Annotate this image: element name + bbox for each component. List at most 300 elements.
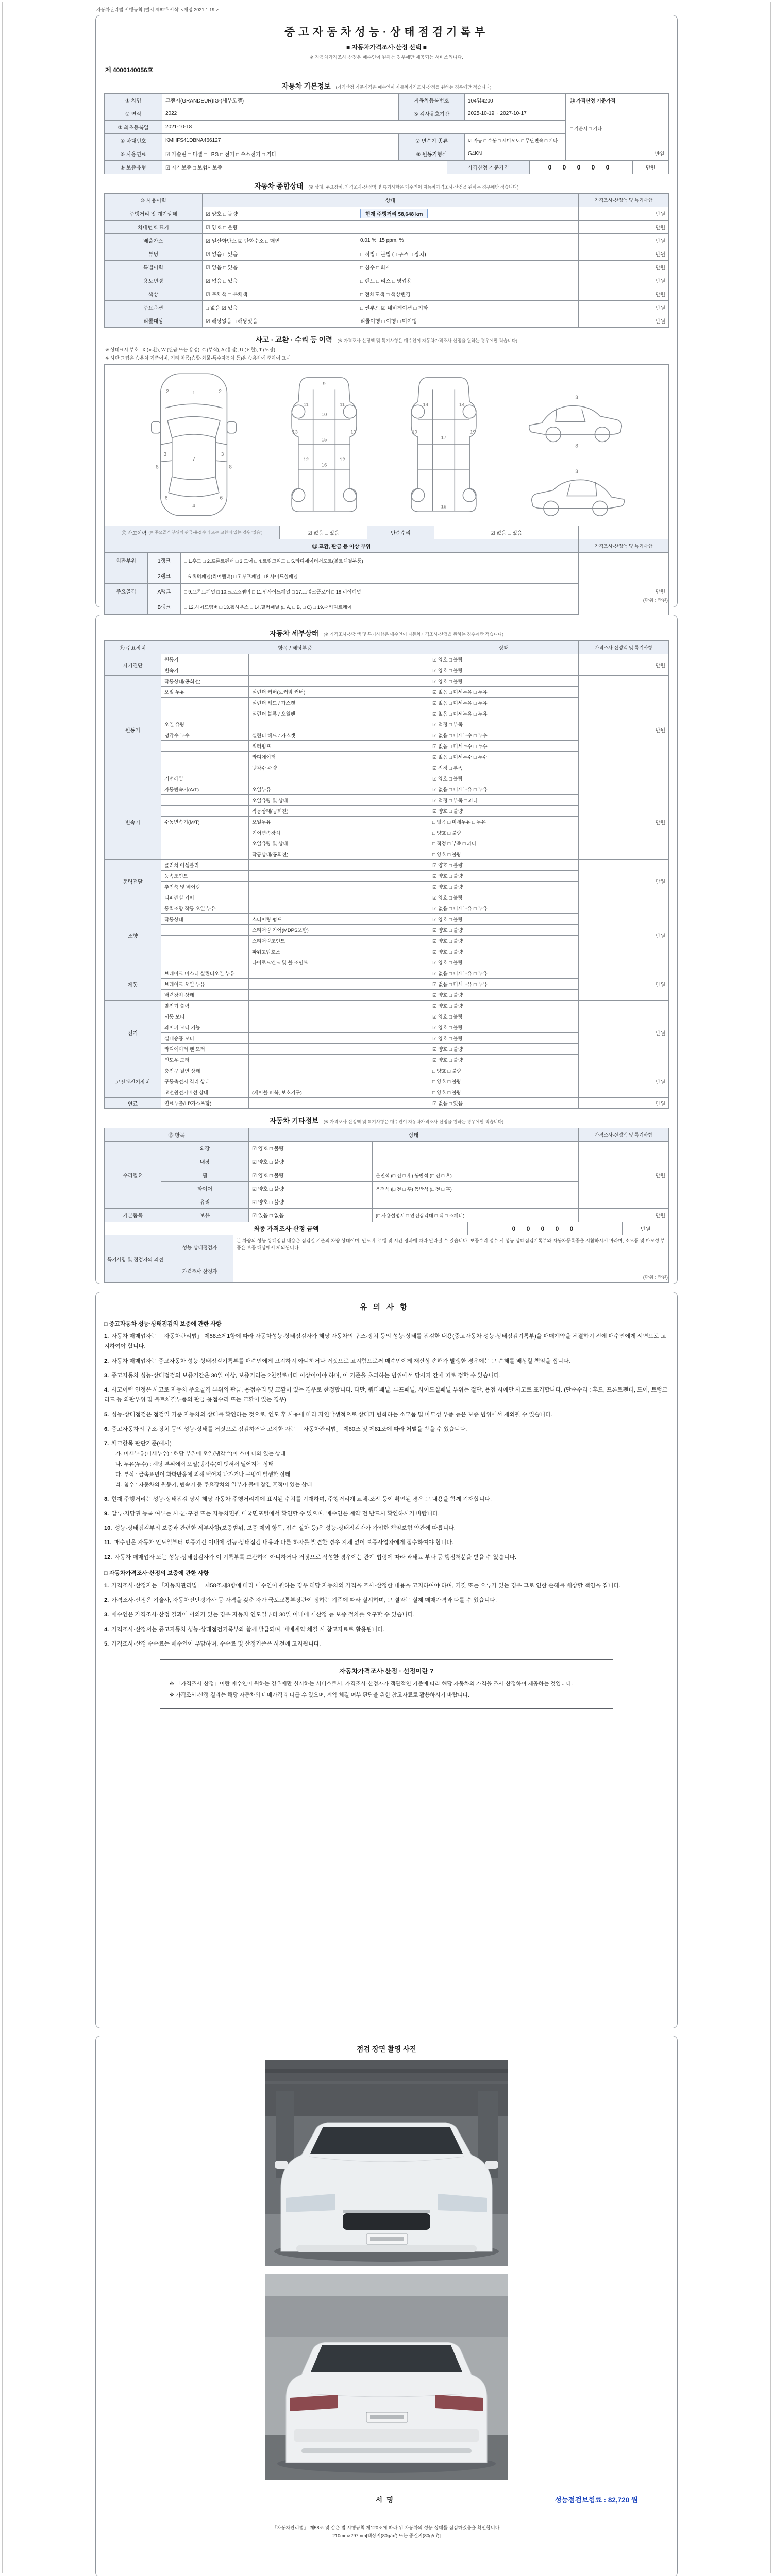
price-survey-info-box xyxy=(160,1659,613,1709)
row-price-field: 만원 xyxy=(579,247,669,261)
detail-row-checkboxes[interactable]: ☑ 적정 □ 부족 □ 과다 xyxy=(429,795,579,806)
detail-row-checkboxes[interactable]: □ 없음 □ 미세누유 □ 누유 xyxy=(429,817,579,827)
detail-row-item: 오일 누유 xyxy=(161,687,249,698)
row-price-field: 만원 xyxy=(579,287,669,301)
comprehensive-row xyxy=(105,287,669,301)
notice-paragraph-text: 체크항목 판단기준(예시) xyxy=(111,1440,172,1447)
misc-row-extra-checkboxes[interactable] xyxy=(373,1195,579,1209)
detail-row-subitem: 냉각수 수량 xyxy=(249,762,429,773)
detail-group-label: 자기진단 xyxy=(105,654,161,676)
simple-repair-checkboxes[interactable]: ☑ 없음 □ 있음 xyxy=(434,526,579,539)
detail-row-subitem xyxy=(249,968,429,979)
detail-row-subitem xyxy=(249,979,429,990)
simple-repair-label: 단순수리 xyxy=(367,526,434,539)
detail-row xyxy=(161,795,579,806)
detail-row-checkboxes[interactable]: ☑ 없음 □ 미세누수 □ 누수 xyxy=(429,730,579,741)
notice-paragraph-number: 5. xyxy=(104,1411,109,1418)
detail-row-subitem: 실린더 블록 / 오일팬 xyxy=(249,708,429,719)
detail-row-item: 충전구 절연 상태 xyxy=(161,1065,249,1076)
notice-paragraph-text: 중고자동차 성능·상태점검의 보증기간은 30일 이상, 보증거리는 2천킬로미터 이상이어야 하며, 이 기준을 초과하는 범위에서 당사자 간에 따로 정할 수 있습니다. xyxy=(111,1372,501,1379)
detail-row-item xyxy=(161,849,249,860)
detail-row xyxy=(161,676,579,687)
price-survey-info-line: ※ 가격조사·산정 결과는 해당 자동차의 매매가격과 다를 수 있으며, 계약 체결 여부 판단을 위한 참고자료로 활용하시기 바랍니다. xyxy=(170,1691,470,1698)
row-state-checkboxes[interactable]: ☑ 양호 □ 불량 xyxy=(203,221,357,234)
row-extra[interactable] xyxy=(357,247,579,261)
notice-paragraph-number: 2. xyxy=(104,1358,109,1364)
comprehensive-title-text: 자동차 종합상태 xyxy=(254,182,304,190)
detail-group xyxy=(105,1065,669,1098)
notice-paragraph-number: 6. xyxy=(104,1426,109,1432)
row-state-checkboxes[interactable]: ☑ 없음 □ 있음 xyxy=(203,261,357,274)
detail-group-price-field: 만원 xyxy=(579,676,669,784)
row-state-checkboxes[interactable]: ☑ 무채색 □ 유채색 xyxy=(203,287,357,301)
misc-row xyxy=(161,1155,579,1168)
misc-row-item: 휠 xyxy=(161,1168,249,1182)
misc-row-checkboxes[interactable]: ☑ 있음 □ 없음 xyxy=(249,1209,373,1222)
detail-row-checkboxes[interactable]: ☑ 양호 □ 불량 xyxy=(429,871,579,882)
row-state-checkboxes[interactable]: ☑ 없음 □ 있음 xyxy=(203,274,357,287)
detail-group-price-field: 만원 xyxy=(579,1001,669,1065)
rank-item-checkboxes[interactable]: □ 9.프론트패널 □ 10.크로스멤버 □ 11.인사이드패널 □ 17.트렁크플로어 □ 18.리어패널 xyxy=(181,584,579,599)
base-price-box[interactable] xyxy=(566,94,669,161)
detail-row xyxy=(161,752,579,762)
notice-section1-title: □ 중고자동차 성능·상태점검의 보증에 관한 사항 xyxy=(104,1321,222,1327)
notice-paragraph-text: 자동차 매매업자는 중고자동차 성능·상태점검기록부를 매수인에게 고지하지 아니하거나 거짓으로 고지함으로써 매수인에게 재산상 손해가 발생한 경우에는 그 손해를 배상할 책임을 집니다. xyxy=(111,1358,570,1364)
detail-row-checkboxes[interactable]: ☑ 양호 □ 불량 xyxy=(429,1044,579,1055)
document-title: 중고자동차성능·상태점검기록부 xyxy=(284,26,489,38)
transmission-label: ⑦ 변속기 종류 xyxy=(399,134,465,147)
fuel-checkboxes[interactable]: ☑ 가솔린 □ 디젤 □ LPG □ 전기 □ 수소전기 □ 기타 xyxy=(162,147,399,161)
accident-history-checkboxes[interactable]: ☑ 없음 □ 있음 xyxy=(280,526,367,539)
svg-text:11: 11 xyxy=(339,401,345,408)
detail-row xyxy=(161,1098,579,1109)
detail-row xyxy=(161,784,579,795)
detail-row-checkboxes[interactable]: □ 양호 □ 불량 xyxy=(429,1087,579,1098)
detail-row xyxy=(161,773,579,784)
misc-col-item: ⑮ 항목 xyxy=(105,1128,249,1142)
detail-row-checkboxes[interactable]: ☑ 없음 □ 미세누수 □ 누수 xyxy=(429,752,579,762)
row-extra-text: □ 렌트 □ 리스 □ 영업용 xyxy=(360,279,412,284)
misc-group xyxy=(105,1209,669,1222)
notice-paragraph xyxy=(104,1625,669,1635)
exchange-price-header: 가격조사·산정액 및 특기사항 xyxy=(579,539,669,553)
svg-text:3: 3 xyxy=(221,451,224,457)
final-price-unit: 만원 xyxy=(623,1222,669,1235)
detail-row-checkboxes[interactable]: ☑ 양호 □ 불량 xyxy=(429,676,579,687)
misc-row xyxy=(161,1182,579,1195)
regno-label: 자동차등록번호 xyxy=(399,94,465,107)
notice-paragraph-text: 성능·상태점검부의 보증과 관련한 세부사항(보증범위, 보증 제외 항목, 접수 절차 등)은 성능·상태점검자가 가입한 책임보험 약관에 따릅니다. xyxy=(114,1525,456,1532)
detail-row-checkboxes[interactable]: ☑ 양호 □ 불량 xyxy=(429,1055,579,1065)
detail-row-item xyxy=(161,741,249,752)
notice-paragraph-text: 가격조사·산정서는 중고자동차 성능·상태점검기록부와 함께 발급되며, 매매계약 체결 시 참고자료로 활용됩니다. xyxy=(111,1626,384,1633)
detail-row-checkboxes[interactable]: ☑ 적정 □ 부족 xyxy=(429,762,579,773)
row-extra-text: □ 적법 □ 불법 (□ 구조 □ 장치) xyxy=(360,252,426,258)
row-state-checkboxes[interactable]: □ 없음 ☑ 있음 xyxy=(203,301,357,314)
row-extra[interactable] xyxy=(357,301,579,314)
base-price-box-title: ⑪ 가격산정 기준가격 xyxy=(570,98,616,104)
detail-row-checkboxes[interactable]: □ 적정 □ 부족 □ 과다 xyxy=(429,838,579,849)
row-price-field: 만원 xyxy=(579,261,669,274)
document-note: ※ 자동차가격조사·산정은 매수인이 원하는 경우에만 제공되는 서비스입니다. xyxy=(310,55,463,60)
notice-paragraph-text: 가격조사·산정자는 「자동차관리법」 제58조제3항에 따라 매수인이 원하는 경우 해당 자동차의 가격을 조사·산정한 내용을 고지하여야 하며, 거짓 또는 오류가 있는 경우 그로 인한 손해를 배상할 책임을 집니다. xyxy=(111,1582,621,1589)
detail-row xyxy=(161,698,579,708)
misc-col-state: 상태 xyxy=(249,1128,579,1142)
row-extra-text: 0.01 %, 15 ppm, % xyxy=(360,238,404,243)
row-price-field: 만원 xyxy=(579,234,669,247)
misc-row-checkboxes[interactable]: ☑ 양호 □ 불량 xyxy=(249,1155,373,1168)
opinion-label: 특기사항 및 점검자의 의견 xyxy=(105,1235,166,1283)
detail-row xyxy=(161,1022,579,1033)
row-extra[interactable] xyxy=(357,287,579,301)
svg-text:2: 2 xyxy=(165,388,169,395)
valid-label: ⑤ 검사유효기간 xyxy=(399,107,465,121)
detail-row-subitem xyxy=(249,892,429,903)
detail-row-subitem: 오일누유 xyxy=(249,784,429,795)
accident-row-spacer xyxy=(579,526,669,539)
detail-row-item: 커먼레일 xyxy=(161,773,249,784)
notice-paragraph-text: 사고이력 인정은 사고로 자동차 주요골격 부위의 판금, 용접수리 및 교환이 있는 경우로 한정합니다. 다만, 쿼터패널, 루프패널, 사이드실패널 부위는 절단, 용접 시에만 사고로 표기합니다. (단순수리 : 후드, 프론트펜더, 도어, 트렁크리드 등 외판부위 및 볼트체결부품의 판금·용접수리 또는 교환이 있는 경우) xyxy=(104,1387,668,1403)
row-state-checkboxes[interactable]: ☑ 일산화탄소 ☑ 탄화수소 □ 매연 xyxy=(203,234,357,247)
detail-row-checkboxes[interactable]: ☑ 양호 □ 불량 xyxy=(429,773,579,784)
misc-row-extra-checkboxes[interactable]: 운전석 (□ 전 □ 후) 동반석 (□ 전 □ 후) xyxy=(373,1182,579,1195)
firstreg-label: ③ 최초등록일 xyxy=(105,121,162,134)
warranty-checkboxes[interactable]: ☑ 자가보증 □ 보험사보증 xyxy=(162,161,447,174)
detail-row xyxy=(161,1065,579,1076)
row-state-checkboxes[interactable]: ☑ 없음 □ 있음 xyxy=(203,247,357,261)
misc-row-item: 보유 xyxy=(161,1209,249,1222)
misc-row-checkboxes[interactable]: ☑ 양호 □ 불량 xyxy=(249,1168,373,1182)
rank-row xyxy=(105,553,579,568)
detail-row-checkboxes[interactable]: ☑ 양호 □ 불량 xyxy=(429,654,579,665)
detail-row xyxy=(161,806,579,817)
detail-row xyxy=(161,925,579,936)
rank-label: A랭크 xyxy=(148,584,181,599)
detail-row-subitem xyxy=(249,719,429,730)
svg-text:17: 17 xyxy=(441,434,447,440)
row-extra[interactable] xyxy=(357,261,579,274)
comprehensive-table xyxy=(104,193,669,328)
comprehensive-col-group: ⑩ 사용이력 xyxy=(105,194,203,207)
base-price-box-options[interactable]: □ 기준서 □ 기타 xyxy=(570,126,602,131)
notice-paragraph-text: 압류·저당권 등록 여부는 시·군·구청 또는 자동차민원 대국민포털에서 확인할 수 있으며, 매수인은 계약 전 반드시 확인하시기 바랍니다. xyxy=(111,1510,440,1517)
misc-title-note: (※ 가격조사·산정액 및 특기사항은 매수인이 자동차가격조사·산정을 원하는 경우에만 적습니다) xyxy=(323,1119,504,1124)
detail-row-item xyxy=(161,795,249,806)
svg-text:13: 13 xyxy=(350,429,356,435)
detail-row xyxy=(161,654,579,665)
detail-row-item xyxy=(161,806,249,817)
insurance-fee-value: 82,720 원 xyxy=(608,2496,638,2504)
detail-row xyxy=(161,1033,579,1044)
document-number: 제 4000140056호 xyxy=(105,66,154,74)
detail-group xyxy=(105,903,669,968)
detail-row-item xyxy=(161,957,249,968)
detail-row xyxy=(161,903,579,914)
detail-row-subitem: 작동상태(공회전) xyxy=(249,849,429,860)
detail-row-checkboxes[interactable]: ☑ 양호 □ 불량 xyxy=(429,914,579,925)
detail-row-checkboxes[interactable]: ☑ 양호 □ 불량 xyxy=(429,990,579,1001)
svg-text:7: 7 xyxy=(192,456,195,462)
opinion-role-name: 가격조사·산정자 xyxy=(166,1259,233,1283)
detail-row-item: 구동축전지 격리 상태 xyxy=(161,1076,249,1087)
detail-row-checkboxes[interactable]: ☑ 없음 □ 미세누유 □ 누유 xyxy=(429,968,579,979)
detail-row-subitem xyxy=(249,871,429,882)
detail-row-subitem xyxy=(249,1011,429,1022)
row-extra[interactable] xyxy=(357,314,579,328)
detail-row-subitem xyxy=(249,773,429,784)
svg-text:14: 14 xyxy=(423,401,429,408)
detail-group-price-field: 만원 xyxy=(579,654,669,676)
row-state-checkboxes[interactable]: ☑ 해당없음 □ 해당있음 xyxy=(203,314,357,328)
detail-group xyxy=(105,654,669,676)
comprehensive-title xyxy=(104,180,669,191)
car-front-frame-diagram xyxy=(283,370,365,521)
basic-info-title xyxy=(104,80,669,91)
rank-item-checkboxes[interactable]: □ 6.쿼터패널(리어펜더) □ 7.루프패널 □ 8.사이드실패널 xyxy=(181,568,579,584)
detail-row-subitem xyxy=(249,903,429,914)
detail-row-checkboxes[interactable]: □ 양호 □ 불량 xyxy=(429,1065,579,1076)
misc-row-extra-checkboxes[interactable]: 운전석 (□ 전 □ 후) 동반석 (□ 전 □ 후) xyxy=(373,1168,579,1182)
detail-row-item: 추진축 및 베어링 xyxy=(161,882,249,892)
opinion-role-text[interactable] xyxy=(233,1259,669,1283)
detail-row xyxy=(161,741,579,752)
detail-row-item xyxy=(161,698,249,708)
misc-row-checkboxes[interactable]: ☑ 양호 □ 불량 xyxy=(249,1195,373,1209)
misc-row-extra-checkboxes[interactable] xyxy=(373,1142,579,1155)
detail-col-price: 가격조사·산정액 및 특기사항 xyxy=(579,641,669,654)
signature-row xyxy=(104,2488,669,2510)
detail-group-label: 변속기 xyxy=(105,784,161,860)
detail-row-checkboxes[interactable]: ☑ 없음 □ 미세누유 □ 누유 xyxy=(429,784,579,795)
detail-row-item: 브레이크 오일 누유 xyxy=(161,979,249,990)
notice-paragraph xyxy=(104,1425,669,1434)
notice-paragraph-number: 4. xyxy=(104,1387,109,1393)
detail-row xyxy=(161,665,579,676)
detail-col-item: 항목 / 해당부품 xyxy=(161,641,429,654)
row-extra-text: 리콜이행 □ 이행 □ 미이행 xyxy=(360,319,417,325)
front-photo xyxy=(265,2060,508,2266)
detail-row-item: 작동상태(공회전) xyxy=(161,676,249,687)
rank-group-label xyxy=(105,568,148,584)
misc-row xyxy=(161,1168,579,1182)
detail-row-subitem xyxy=(249,1022,429,1033)
detail-row-subitem xyxy=(249,882,429,892)
rank-group-label xyxy=(105,599,148,615)
detail-row-checkboxes[interactable]: □ 양호 □ 불량 xyxy=(429,849,579,860)
notice-paragraph-text: 중고자동차의 구조·장치 등의 성능·상태를 거짓으로 점검하거나 고지한 자는 「자동차관리법」 제80조 및 제81조에 따라 처벌을 받을 수 있습니다. xyxy=(111,1426,467,1432)
detail-row-checkboxes[interactable]: ☑ 양호 □ 불량 xyxy=(429,1011,579,1022)
notice-paragraph-number: 10. xyxy=(104,1525,112,1532)
notice-paragraph xyxy=(104,1553,669,1563)
detail-row-subitem: 실린더 커버(로커암 커버) xyxy=(249,687,429,698)
notice-paragraph-number: 1. xyxy=(104,1582,109,1589)
notice-paragraph-number: 8. xyxy=(104,1496,109,1502)
detail-row-subitem xyxy=(249,860,429,871)
detail-group-price-field: 만원 xyxy=(579,1098,669,1109)
unit-note: (단위 : 만원) xyxy=(643,1275,668,1280)
detail-row-checkboxes[interactable]: ☑ 양호 □ 불량 xyxy=(429,946,579,957)
rank-item-checkboxes[interactable]: □ 12.사이드멤버 □ 13.휠하우스 □ 14.필러패널 (□ A, □ B, □ C) □ 19.패키지트레이 xyxy=(181,599,579,615)
detail-row-checkboxes[interactable]: ☑ 적정 □ 부족 xyxy=(429,719,579,730)
detail-row-item: 작동상태 xyxy=(161,914,249,925)
row-label: 특별이력 xyxy=(105,261,203,274)
svg-text:1: 1 xyxy=(192,389,195,396)
notice-paragraph xyxy=(104,1495,669,1504)
price-survey-info-title: 자동차가격조사·산정 · 선정이란 ? xyxy=(339,1668,434,1675)
svg-text:16: 16 xyxy=(321,462,327,468)
final-price-label: 최종 가격조사·산정 금액 xyxy=(105,1222,468,1235)
row-label: 주행거리 및 계기상태 xyxy=(105,207,203,221)
misc-row-checkboxes[interactable]: ☑ 양호 □ 불량 xyxy=(249,1142,373,1155)
detail-row-checkboxes[interactable]: ☑ 양호 □ 불량 xyxy=(429,1022,579,1033)
detail-row-item: 냉각수 누수 xyxy=(161,730,249,741)
row-extra[interactable] xyxy=(357,234,579,247)
notice-paragraph-text: 자동차 매매업자 또는 성능·상태점검자가 이 기록부를 보관하지 아니하거나 거짓으로 작성한 경우에는 관계 법령에 따라 과태료 부과 등 행정처분을 받을 수 있습니다. xyxy=(114,1554,517,1561)
accident-history-label-text: ⑫ 사고이력 xyxy=(121,530,147,536)
regno-value: 104엽4200 xyxy=(465,94,566,107)
detail-row-checkboxes[interactable]: ☑ 양호 □ 불량 xyxy=(429,957,579,968)
misc-title xyxy=(104,1115,669,1125)
signature-field[interactable]: 서명 xyxy=(375,2496,398,2504)
detail-row-subitem xyxy=(249,676,429,687)
comprehensive-row xyxy=(105,274,669,287)
detail-row-checkboxes[interactable]: □ 양호 □ 불량 xyxy=(429,1076,579,1087)
transmission-checkboxes[interactable]: ☑ 자동 □ 수동 □ 세미오토 □ 무단변속 □ 기타 xyxy=(465,134,566,147)
misc-row-extra-checkboxes[interactable]: (□ 사용설명서 □ 안전삼각대 □ 잭 □ 스패너) xyxy=(373,1209,579,1222)
detail-row xyxy=(161,979,579,990)
detail-row-checkboxes[interactable]: □ 양호 □ 불량 xyxy=(429,827,579,838)
detail-row xyxy=(161,730,579,741)
row-extra[interactable] xyxy=(357,274,579,287)
detail-row-checkboxes[interactable]: ☑ 양호 □ 불량 xyxy=(429,806,579,817)
accident-title-note: (※ 가격조사·산정액 및 특기사항은 매수인이 자동차가격조사·산정을 원하는 경우에만 적습니다) xyxy=(337,338,517,343)
row-label: 용도변경 xyxy=(105,274,203,287)
detail-row xyxy=(161,827,579,838)
detail-row-checkboxes[interactable]: ☑ 없음 □ 있음 xyxy=(429,1098,579,1109)
detail-title xyxy=(104,628,669,638)
accident-legend-1: ※ 상태표시 부호 : X (교환), W (판금 또는 용접), C (부식), A (흠집), U (요철), T (도장) xyxy=(105,347,275,352)
detail-row-checkboxes[interactable]: ☑ 양호 □ 불량 xyxy=(429,1001,579,1011)
svg-text:9: 9 xyxy=(322,381,326,387)
detail-row-checkboxes[interactable]: ☑ 없음 □ 미세누수 □ 누수 xyxy=(429,741,579,752)
detail-row-checkboxes[interactable]: ☑ 양호 □ 불량 xyxy=(429,860,579,871)
notice-paragraph-number: 12. xyxy=(104,1554,112,1561)
notice-paragraph-text: 가격조사·산정은 기술사, 자동차진단평가사 등 자격을 갖춘 자가 국토교통부장관이 정하는 기준에 따라 실시하며, 그 결과는 실제 매매가격과 다를 수 있습니다. xyxy=(111,1597,497,1604)
row-price-field: 만원 xyxy=(579,274,669,287)
notice-paragraph-number: 4. xyxy=(104,1626,109,1633)
detail-row-checkboxes[interactable]: ☑ 양호 □ 불량 xyxy=(429,1033,579,1044)
notice-paragraph-text: 성능·상태점검은 점검일 기준 자동차의 상태를 확인하는 것으로, 인도 후 사용에 따라 자연발생적으로 상태가 변화하는 소모품 및 마모성 부품 등은 보증 범위에서 제외될 수 있습니다. xyxy=(111,1411,552,1418)
detail-row-subitem: (케이블 피복, 보호기구) xyxy=(249,1087,429,1098)
misc-row-extra-checkboxes[interactable] xyxy=(373,1155,579,1168)
accident-legend-2: ※ 하단 그림은 승용차 기준이며, 기타 차종(승합·화물·특수자동차 등)은 승용차에 준하여 표시 xyxy=(105,355,291,361)
detail-row-checkboxes[interactable]: ☑ 없음 □ 미세누유 □ 누유 xyxy=(429,903,579,914)
detail-row-item: 오일 유량 xyxy=(161,719,249,730)
detail-row-subitem: 라디에이터 xyxy=(249,752,429,762)
detail-row-item: 원동기 xyxy=(161,654,249,665)
detail-row-item: 라디에이터 팬 모터 xyxy=(161,1044,249,1055)
detail-title-note: (※ 가격조사·산정액 및 특기사항은 매수인이 자동차가격조사·산정을 원하는 경우에만 적습니다) xyxy=(323,632,504,637)
notice-subitem: 라. 침수 : 자동차의 원동기, 변속기 등 주요장치의 일부가 물에 잠긴 흔적이 있는 상태 xyxy=(115,1481,312,1488)
row-extra-text: □ 전체도색 □ 색상변경 xyxy=(360,292,411,298)
detail-row-checkboxes[interactable]: ☑ 양호 □ 불량 xyxy=(429,925,579,936)
notice-subitem: 다. 부식 : 금속표면이 화학반응에 의해 떨어져 나가거나 구멍이 발생한 상태 xyxy=(115,1471,291,1478)
detail-row xyxy=(161,936,579,946)
row-state-checkboxes[interactable]: ☑ 양호 □ 불량 xyxy=(203,207,357,221)
detail-row-checkboxes[interactable]: ☑ 없음 □ 미세누유 □ 누유 xyxy=(429,979,579,990)
row-extra[interactable] xyxy=(357,207,579,221)
detail-row xyxy=(161,946,579,957)
detail-row xyxy=(161,1044,579,1055)
section-basic-and-history xyxy=(95,15,678,611)
misc-row-checkboxes[interactable]: ☑ 양호 □ 불량 xyxy=(249,1182,373,1195)
vin-value: KMHFS41DBNA466127 xyxy=(162,134,399,147)
section-detail-state xyxy=(95,615,678,1284)
svg-text:14: 14 xyxy=(459,401,465,408)
notice-paragraph xyxy=(104,1538,669,1548)
notice-paragraph xyxy=(104,1439,669,1490)
detail-row xyxy=(161,1001,579,1011)
detail-row-subitem xyxy=(249,654,429,665)
detail-row-subitem xyxy=(249,665,429,676)
comprehensive-row xyxy=(105,207,669,221)
svg-text:11: 11 xyxy=(303,401,309,408)
notice-paragraph xyxy=(104,1581,669,1591)
detail-row-checkboxes[interactable]: ☑ 양호 □ 불량 xyxy=(429,892,579,903)
misc-col-price: 가격조사·산정액 및 특기사항 xyxy=(579,1128,669,1142)
detail-row-checkboxes[interactable]: ☑ 양호 □ 불량 xyxy=(429,936,579,946)
notice-paragraph-text: 매수인은 가격조사·산정 결과에 이의가 있는 경우 자동차 인도일부터 30일 이내에 재산정 등 보증 절차를 요구할 수 있습니다. xyxy=(111,1612,415,1618)
detail-row-checkboxes[interactable]: ☑ 없음 □ 미세누유 □ 누유 xyxy=(429,708,579,719)
notice-paragraph xyxy=(104,1332,669,1352)
detail-group xyxy=(105,1001,669,1065)
svg-text:6: 6 xyxy=(164,495,168,501)
detail-row-item: 실내송풍 모터 xyxy=(161,1033,249,1044)
detail-row-item: 디퍼렌셜 기어 xyxy=(161,892,249,903)
detail-row xyxy=(161,892,579,903)
notice-paragraph-number: 1. xyxy=(104,1333,109,1340)
detail-row-item: 변속기 xyxy=(161,665,249,676)
notice-subitem: 나. 누유(누수) : 해당 부위에서 오일(냉각수)이 맺혀서 떨어지는 상태 xyxy=(115,1461,274,1468)
rank-item-checkboxes[interactable]: □ 1.후드 □ 2.프론트펜더 □ 3.도어 □ 4.트렁크리드 □ 5.라디에이터서포트(볼트체결부품) xyxy=(181,553,579,568)
detail-table xyxy=(104,640,669,1109)
detail-row-subitem: 오일누유 xyxy=(249,817,429,827)
opinion-role-text[interactable]: 본 차량의 성능·상태점검 내용은 점검일 기준의 차량 상태이며, 인도 후 주행 및 시간 경과에 따라 달라질 수 있습니다. 보증수리 접수 시 성능·상태점검기록부와 자동차등록증을 지참하시기 바라며, 소모품 및 마모성 부품은 보증 대상에서 제외됩니다. xyxy=(233,1235,669,1259)
detail-row-checkboxes[interactable]: ☑ 양호 □ 불량 xyxy=(429,882,579,892)
row-extra[interactable] xyxy=(357,221,579,234)
detail-row-subitem xyxy=(249,1044,429,1055)
detail-group-label: 원동기 xyxy=(105,676,161,784)
detail-col-state: 상태 xyxy=(429,641,579,654)
notice-paragraph xyxy=(104,1523,669,1533)
detail-row-checkboxes[interactable]: ☑ 없음 □ 미세누유 □ 누유 xyxy=(429,687,579,698)
rank-group-label: 외판부위 xyxy=(105,553,148,568)
insurance-fee xyxy=(555,2494,638,2504)
firstreg-value: 2021-10-18 xyxy=(162,121,566,134)
detail-row-checkboxes[interactable]: ☑ 양호 □ 불량 xyxy=(429,665,579,676)
misc-group xyxy=(105,1142,669,1209)
row-price-field: 만원 xyxy=(579,314,669,328)
detail-row-item: 브레이크 마스터 실린더오일 누유 xyxy=(161,968,249,979)
svg-text:19: 19 xyxy=(412,429,418,435)
detail-group-label: 조향 xyxy=(105,903,161,968)
rank-label: B랭크 xyxy=(148,599,181,615)
form-reference: 자동차관리법 시행규칙 [별지 제82호서식] <개정 2021.1.19.> xyxy=(96,7,219,12)
price-survey-info-line: ※ 「가격조사·산정」이란 매수인이 원하는 경우에만 실시하는 서비스로서, 가격조사·산정자가 객관적인 기준에 따라 해당 자동차의 가격을 조사·산정하여 제공하는 것입니다. xyxy=(170,1681,573,1687)
detail-row-checkboxes[interactable]: ☑ 없음 □ 미세누유 □ 누유 xyxy=(429,698,579,708)
svg-text:8: 8 xyxy=(575,443,578,449)
misc-row xyxy=(161,1195,579,1209)
